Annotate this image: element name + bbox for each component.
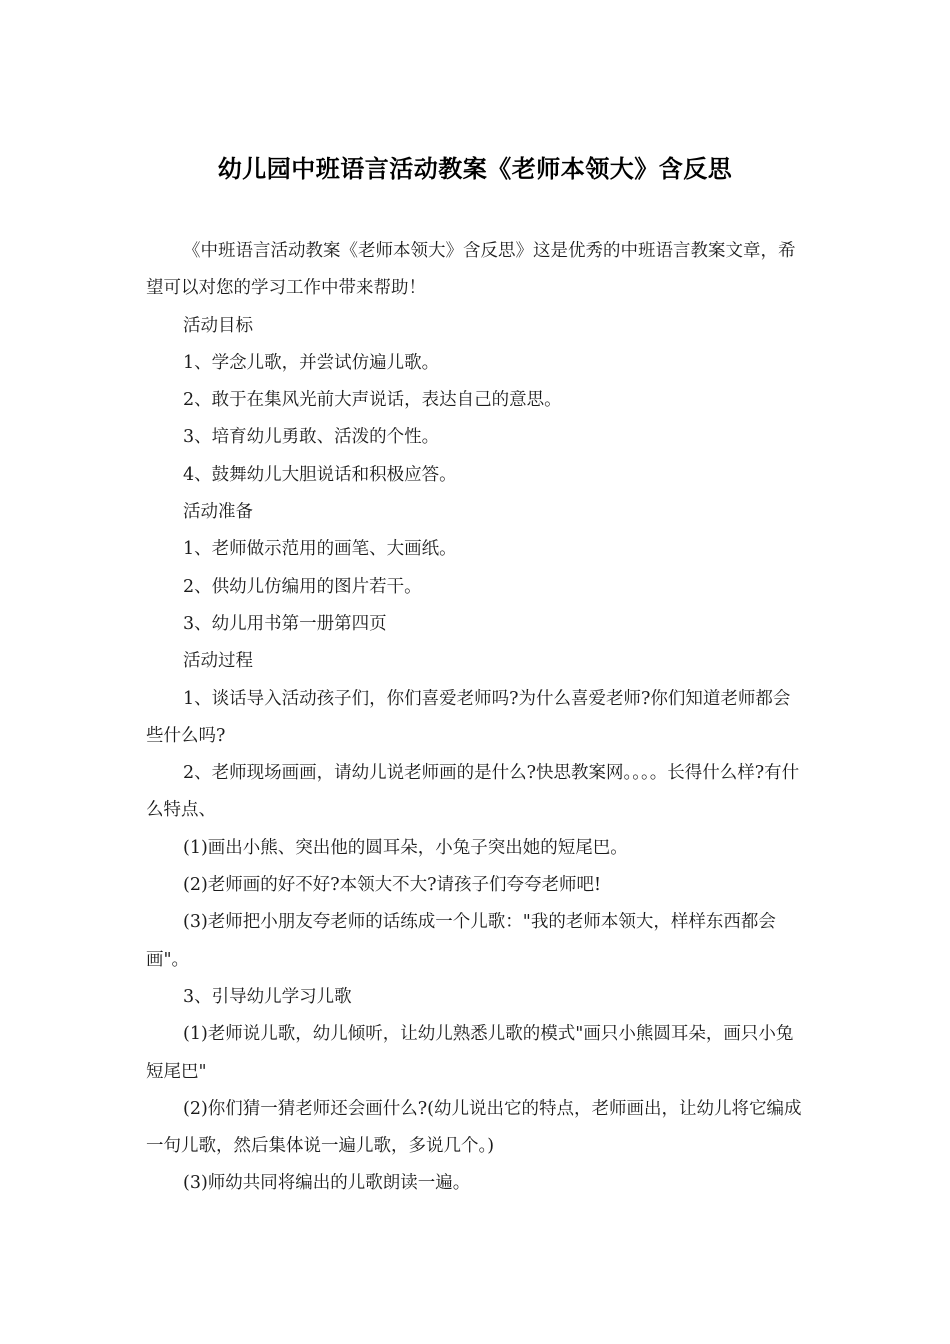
goal-item: 4、鼓舞幼儿大胆说话和积极应答。	[183, 464, 457, 485]
section-heading-process: 活动过程	[183, 651, 253, 672]
process-paragraph: 2、老师现场画画，请幼儿说老师画的是什么?快思教案网。。。。长得什么样?有什么特点、	[146, 763, 800, 821]
process-paragraph: 1、谈话导入活动孩子们，你们喜爱老师吗?为什么喜爱老师?你们知道老师都会些什么吗?	[146, 688, 791, 746]
preparation-item: 2、供幼儿仿编用的图片若干。	[183, 576, 422, 597]
process-paragraph: (2)你们猜一猜老师还会画什么?(幼儿说出它的特点，老师画出，让幼儿将它编成一句儿歌，然后集体说一遍儿歌，多说几个。)	[146, 1098, 802, 1157]
process-paragraph: (3)师幼共同将编出的儿歌朗读一遍。	[183, 1173, 471, 1194]
process-paragraph: (2)老师画的好不好?本领大不大?请孩子们夸夸老师吧!	[183, 875, 602, 896]
process-paragraph: (1)画出小熊、突出他的圆耳朵，小兔子突出她的短尾巴。	[183, 837, 628, 858]
process-paragraph: 3、引导幼儿学习儿歌	[183, 986, 352, 1007]
goal-item: 1、学念儿歌，并尝试仿遍儿歌。	[183, 352, 440, 373]
goal-item: 3、培育幼儿勇敢、活泼的个性。	[183, 427, 440, 448]
document-title: 幼儿园中班语言活动教案《老师本领大》含反思	[217, 155, 733, 183]
section-heading-goals: 活动目标	[183, 315, 253, 336]
preparation-item: 1、老师做示范用的画笔、大画纸。	[183, 539, 457, 560]
process-paragraph: (1)老师说儿歌，幼儿倾听，让幼儿熟悉儿歌的模式"画只小熊圆耳朵，画只小兔短尾巴"	[146, 1024, 794, 1082]
section-heading-preparation: 活动准备	[183, 502, 253, 523]
goal-item: 2、敢于在集风光前大声说话，表达自己的意思。	[183, 390, 562, 411]
preparation-item: 3、幼儿用书第一册第四页	[183, 613, 387, 634]
process-paragraph: (3)老师把小朋友夸老师的话练成一个儿歌："我的老师本领大，样样东西都会画"。	[146, 912, 776, 970]
intro-paragraph: 《中班语言活动教案《老师本领大》含反思》这是优秀的中班语言教案文章，希望可以对您的学习工作中带来帮助！	[146, 241, 796, 299]
document-body	[146, 233, 806, 1203]
